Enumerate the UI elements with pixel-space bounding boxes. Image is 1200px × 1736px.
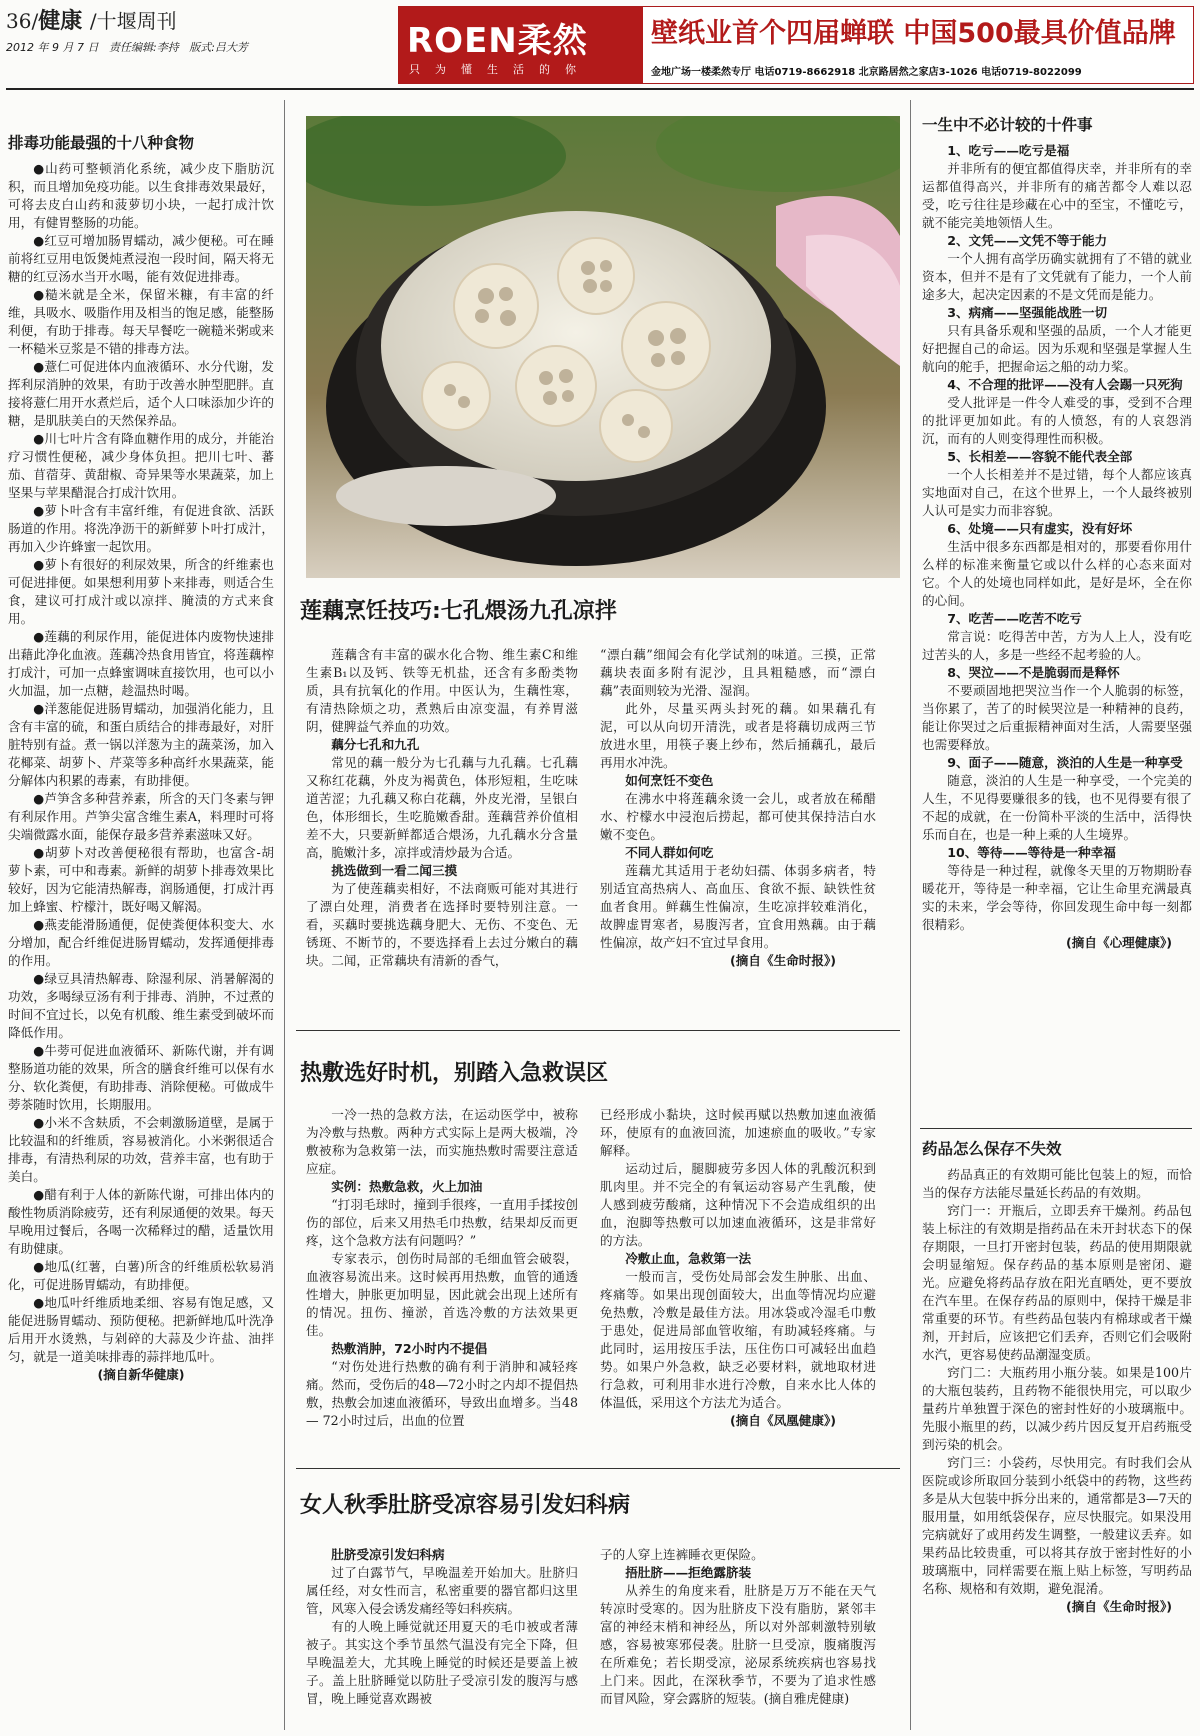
paragraph: ●胡萝卜对改善便秘很有帮助，也富含-胡萝卜素，可中和毒素。新鲜的胡萝卜排毒效果比较好，因为它能清热解毒，润肠通便，打成汁再加上蜂蜜、柠檬汁，既好喝又解渴。	[8, 845, 274, 914]
subheading: 不同人群如何吃	[625, 845, 714, 860]
paragraph: ●醋有利于人体的新陈代谢，可排出体内的酸性物质消除疲劳，还有利尿通便的效果。每天早晚用过餐后，各喝一次稀释过的醋，适量饮用有助健康。	[8, 1187, 274, 1256]
list-item-heading: 6、处境——只有虚实，没有好坏	[947, 521, 1133, 536]
article-body	[922, 1166, 1192, 1598]
paragraph: 窍门二：大瓶药用小瓶分装。如果是100片的大瓶包装药，且药物不能很快用完，可以取少量药片单独置于深色的密封性好的小玻璃瓶中。先服小瓶里的药，以减少药片因反复开启药瓶受到污染的机会。	[922, 1365, 1192, 1452]
paragraph: 此外，尽量买两头封死的藕。如果藕孔有泥，可以从向切开清洗，或者是将藕切成两三节放进水里，用筷子裹上纱布，然后捅藕孔，最后再用水冲洗。	[600, 701, 876, 770]
subheading: 肚脐受凉引发妇科病	[331, 1547, 445, 1562]
subheading: 实例：热敷急救，火上加油	[331, 1179, 483, 1194]
paragraph: 过了白露节气，早晚温差开始加大。肚脐归属任经，对女性而言，私密重要的器官都归这里管，风寒入侵会诱发痛经等妇科疾病。	[306, 1565, 578, 1616]
hotcold-body-col-1	[306, 1106, 578, 1430]
paragraph: 药品真正的有效期可能比包装上的短，而恰当的保存方法能尽量延长药品的有效期。	[922, 1167, 1192, 1200]
article-source: (摘自《生命时报》)	[730, 953, 836, 968]
article-divider	[296, 1030, 900, 1031]
layout-credit: 版式:吕大芳	[189, 41, 248, 54]
list-item-heading: 10、等待——等待是一种幸福	[947, 845, 1116, 860]
paragraph: 一般而言，受伤处局部会发生肿胀、出血、疼痛等。如果出现创面较大，出血等情况均应避免热敷，冷敷是最佳方法。用冰袋或冷湿毛巾敷于患处，促进局部血管收缩，有助减轻疼痛。与此同时，运用按压手法，压住伤口可减轻出血趋势。如果户外急救，缺乏必要材料，就地取材进行急救，可利用非水进行冷敷，自来水比人体的体温低，采用这个方法尤为适合。	[600, 1269, 876, 1410]
subheading: 捂肚脐——拒绝露脐装	[625, 1565, 752, 1580]
paragraph: ●地瓜(红薯，白薯)所含的纤维质松软易消化，可促进肠胃蠕动，有助排便。	[8, 1259, 274, 1292]
ad-headline: 壁纸业首个四届蝉联 中国500最具价值品牌	[651, 18, 1176, 49]
ad-logo: ROEN柔然	[407, 21, 588, 61]
list-item-heading: 8、哭泣——不是脆弱而是释怀	[947, 665, 1120, 680]
paragraph: 莲藕尤其适用于老幼妇孺、体弱多病者，特别适宜高热病人、高血压、食欲不振、缺铁性贫血者食用。鲜藕生性偏凉，生吃凉拌较难消化，故脾虚胃寒者，易腹泻者，宜食用熟藕。由于藕性偏凉，故产妇不宜过早食用。	[600, 863, 876, 950]
column-divider	[910, 100, 911, 1730]
paragraph: 有的人晚上睡觉就还用夏天的毛巾被或者薄被子。其实这个季节虽然气温没有完全下降，但早晚温差大，尤其晚上睡觉的时候还是要盖上被子。盖上肚脐睡觉以防肚子受凉引发的腹泻与感冒，晚上睡觉喜欢踢被	[306, 1619, 578, 1706]
header-rule	[6, 88, 1194, 90]
subheading: 藕分七孔和九孔	[331, 737, 420, 752]
article-body	[306, 1106, 578, 1430]
list-item-heading: 5、长相差——容貌不能代表全部	[947, 449, 1133, 464]
list-item-heading: 1、吃亏——吃亏是福	[947, 143, 1070, 158]
paragraph: 莲藕含有丰富的碳水化合物、维生素C和维生素B₁以及钙、铁等无机盐，还含有多酚类物质，具有抗氧化的作用。中医认为，生藕性寒，有清热除烦之功，煮熟后由凉变温，有养胃滋阴，健脾益气养血的功效。	[306, 647, 578, 734]
paragraph: ●芦笋含多种营养素，所含的天门冬素与钾有利尿作用。芦笋尖富含维生素A，料理时可将尖端微露水面，能保存最多营养素滋味又好。	[8, 791, 274, 842]
article-title: 一生中不必计较的十件事	[922, 116, 1093, 134]
subheading: 冷敷止血，急救第一法	[625, 1251, 752, 1266]
list-item-text: 一个人长相差并不是过错，每个人都应该真实地面对自己，在这个世界上，一个人最终被别人认可是实力而非容貌。	[922, 467, 1192, 518]
article-body	[600, 1546, 876, 1708]
list-item-text: 只有具备乐观和坚强的品质，一个人才能更好把握自己的命运。因为乐观和坚强是掌握人生航向的舵手，把握命运之船的动力桨。	[922, 323, 1192, 374]
banner-ad[interactable]	[398, 6, 1194, 84]
article-divider	[920, 1128, 1192, 1129]
ad-brand-block	[399, 7, 643, 83]
lotus-body-col-2	[600, 646, 876, 970]
paragraph: 运动过后，腿脚疲劳多因人体的乳酸沉积到肌肉里。并不完全的有氧运动容易产生乳酸，使人感到疲劳酸痛，这种情况下不会造成组织的出血，泡脚等热敷可以加速血液循环，这是非常好的方法。	[600, 1161, 876, 1248]
list-item-text: 一个人拥有高学历确实就拥有了不错的就业资本，但并不是有了文凭就有了能力，一个人前途多大，起决定因素的不是文凭而是能力。	[922, 251, 1192, 302]
ad-address: 金地广场一楼柔然专厅 电话0719-8662918 北京路居然之家店3-1026 电话0719-8022099	[651, 67, 1082, 78]
article-title-navel: 女人秋季肚脐受凉容易引发妇科病	[300, 1493, 631, 1518]
article-source: (摘自新华健康)	[97, 1367, 185, 1382]
list-item-text: 随意，淡泊的人生是一种享受，一个完美的人生，不见得要赚很多的钱，也不见得要有很了不起的成就，在一份简朴平淡的生活中，活得快乐而自在，也是一种上乘的人生境界。	[922, 773, 1192, 842]
ad-slogan: 只为懂生活的你	[409, 63, 591, 76]
article-source: (摘自《心理健康》)	[1066, 935, 1172, 950]
paragraph: 已经形成小黏块，这时候再赋以热敷加速血液循环，使原有的血液回流，加速瘀血的吸收。”专家解释。	[600, 1107, 876, 1158]
paragraph: ●山药可整顿消化系统，减少皮下脂肪沉积，而且增加免疫功能。以生食排毒效果最好，可将去皮白山药和菠萝切小块，一起打成汁饮用，有健胃整肠的功能。	[8, 161, 274, 230]
article-title: 药品怎么保存不失效	[922, 1140, 1062, 1158]
list-item-heading: 4、不合理的批评——没有人会踢一只死狗	[947, 377, 1183, 392]
paragraph: “漂白藕”细闻会有化学试剂的味道。三摸，正常藕块表面多附有泥沙，且具粗糙感，而“漂白藕”表面则较为光滑、湿润。	[600, 647, 876, 698]
list-item-text: 受人批评是一件令人难受的事，受到不合理的批评更加如此。有的人愤怒，有的人哀怨消沉，而有的人则变得理性而积极。	[922, 395, 1192, 446]
subheading: 挑选做到一看二闻三摸	[331, 863, 458, 878]
subheading: 热敷消肿，72小时内不提倡	[331, 1341, 488, 1356]
section-name: 健康	[38, 8, 83, 34]
subheading: 如何烹饪不变色	[625, 773, 714, 788]
paragraph: ●绿豆具清热解毒、除湿利尿、消暑解渴的功效，多喝绿豆汤有利于排毒、消肿，不过煮的时间不宜过长，以免有机酸、维生素受到破坏而降低作用。	[8, 971, 274, 1040]
article-body	[600, 646, 876, 952]
paragraph: 在沸水中将莲藕氽烫一会儿，或者放在稀醋水、柠檬水中浸泡后捞起，都可使其保持洁白水嫩不变色。	[600, 791, 876, 842]
issue-meta	[6, 39, 248, 55]
paragraph: 常见的藕一般分为七孔藕与九孔藕。七孔藕又称红花藕，外皮为褐黄色，体形短粗，生吃味道苦涩；九孔藕又称白花藕，外皮光滑，呈银白色，体形细长，生吃脆嫩香甜。莲藕营养价值相差不大，只要新鲜都适合煨汤，九孔藕水分含量高，脆嫩汁多，凉拌或清炒最为合适。	[306, 755, 578, 860]
paragraph: ●红豆可增加肠胃蠕动，减少便秘。可在睡前将红豆用电饭煲炖煮浸泡一段时间，隔天将无糖的红豆汤水当开水喝，能有效促进排毒。	[8, 233, 274, 284]
paragraph: 窍门一：开瓶后，立即丢弃干燥剂。药品包装上标注的有效期是指药品在未开封状态下的保存期限，一旦打开密封包装，药品的使用期限就会明显缩短。保存药品的基本原则是密闭、避光。应避免将药品存放在阳光直晒处，更不要放在汽车里。在保存药品的原则中，保持干燥是非常重要的环节。有些药品包装内有棉球或者干燥剂，开封后，应该把它们丢弃，否则它们会吸附水汽，更容易使药品潮湿变质。	[922, 1203, 1192, 1362]
paragraph: ●燕麦能滑肠通便，促使粪便体积变大、水分增加，配合纤维促进肠胃蠕动，发挥通便排毒的作用。	[8, 917, 274, 968]
article-body	[306, 1546, 578, 1708]
article-title: 排毒功能最强的十八种食物	[8, 134, 195, 152]
paragraph: 从养生的角度来看，肚脐是万万不能在天气转凉时受寒的。因为肚脐皮下没有脂肪，紧邻丰富的神经末梢和神经丛，所以对外部刺激特别敏感，容易被寒邪侵袭。肚脐一旦受凉，腹痛腹泻在所难免；若长期受凉，泌尿系统疾病也容易找上门来。因此，在深秋季节，不要为了追求性感而冒风险，穿会露脐的短装。(摘自雅虎健康)	[600, 1583, 876, 1706]
lotus-soup-illustration	[306, 116, 900, 578]
paragraph: 为了使莲藕卖相好，不法商贩可能对其进行了漂白处理，消费者在选择时要特别注意。一看，买藕时要挑选藕身肥大、无伤、不变色、无锈斑、不断节的，不要选择看上去过分嫩白的藕块。二闻，正常藕块有清新的香气，	[306, 881, 578, 968]
list-item-text: 常言说：吃得苦中苦，方为人上人，没有吃过苦头的人，多是一些经不起考验的人。	[922, 629, 1192, 662]
article-body	[8, 160, 274, 1366]
list-item-text: 生活中很多东西都是相对的，那要看你用什么样的标准来衡量它或以什么样的心态来面对它。个人的处境也同样如此，是好是坏，全在你的心间。	[922, 539, 1192, 608]
paragraph: 专家表示，创伤时局部的毛细血管会破裂，血液容易流出来。这时候再用热敷，血管的通透性增大，肿胀更加明显，因此就会出现上述所有的情况。扭伤、撞淤，首选冷敷的方法效果更佳。	[306, 1251, 578, 1338]
paragraph: “打羽毛球时，撞到手很疼，一直用手揉按创伤的部位，后来又用热毛巾热敷，结果却反而更疼，这个急救方法有问题吗？”	[306, 1197, 578, 1248]
article-body	[922, 142, 1192, 934]
paragraph: “对伤处进行热敷的确有利于消肿和减轻疼痛。然而，受伤后的48—72小时之内却不提倡热敷，热敷会加速血液循环，导致出血增多。当48— 72小时过后，出血的位置	[306, 1359, 578, 1428]
list-item-heading: 9、面子——随意，淡泊的人生是一种享受	[947, 755, 1183, 770]
article-title-lotus: 莲藕烹饪技巧:七孔煨汤九孔凉拌	[300, 599, 617, 624]
paragraph: 窍门三：小袋药，尽快用完。有时我们会从医院或诊所取回分装到小纸袋中的药物，这些药多是从大包装中拆分出来的，通常都是3—7天的服用量，如用纸袋保存，应尽快服完。如果没用完病就好了或用药发生调整，一般建议丢弃。如果药品比较贵重，可以将其存放于密封性好的小玻璃瓶中，同样需要在瓶上贴上标签，写明药品名称、规格和有效期，避免混淆。	[922, 1455, 1192, 1596]
navel-body-col-1	[306, 1546, 578, 1708]
hotcold-body-col-2	[600, 1106, 876, 1430]
article-title-hotcold: 热敷选好时机，别踏入急救误区	[300, 1061, 609, 1086]
list-item-text: 等待是一种过程，就像冬天里的万物期盼春暖花开，等待是一种幸福，它让生命里充满最真实的未来，学会等待，你回发现生命中每一刻都很精彩。	[922, 863, 1192, 932]
navel-body-col-2	[600, 1546, 876, 1708]
list-item-heading: 3、病痛——坚强能战胜一切	[947, 305, 1108, 320]
paragraph: ●牛蒡可促进血液循环、新陈代谢，并有调整肠道功能的效果，所含的膳食纤维可以保有水分、软化粪便，有助排毒、消除便秘。可做成牛蒡茶随时饮用，长期服用。	[8, 1043, 274, 1112]
article-source: (摘自《生命时报》)	[1066, 1599, 1172, 1614]
list-item-text: 不要顽固地把哭泣当作一个人脆弱的标签，当你累了，苦了的时候哭泣是一种精神的良药，能让你哭过之后重振精神面对生活，人需要坚强也需要释放。	[922, 683, 1192, 752]
paragraph: ●洋葱能促进肠胃蠕动，加强消化能力，且含有丰富的硫，和蛋白质结合的排毒最好，对肝脏特别有益。煮一锅以洋葱为主的蔬菜汤，加入花椰菜、胡萝卜、芹菜等多种高纤水果蔬菜，能分解体内积累的毒素，有助排便。	[8, 701, 274, 788]
lotus-soup-photo	[306, 116, 900, 578]
paragraph: ●小米不含麸质，不会刺激肠道壁，是属于比较温和的纤维质，容易被消化。小米粥很适合排毒，有清热利尿的功效，营养丰富，也有助于美白。	[8, 1115, 274, 1184]
article-divider	[296, 1468, 900, 1469]
list-item-text: 并非所有的便宜都值得庆幸，并非所有的幸运都值得高兴，并非所有的痛苦都令人难以忍受，吃亏往往是珍藏在心中的至宝，不懂吃亏，就不能完美地领悟人生。	[922, 161, 1192, 230]
paragraph: ●川七叶片含有降血糖作用的成分，并能治疗习惯性便秘，减少身体负担。把川七叶、蕃茄、苜蓿芽、黄甜椒、奇异果等水果蔬菜，加上坚果与苹果醋混合打成汁饮用。	[8, 431, 274, 500]
paragraph: ●地瓜叶纤维质地柔细、容易有饱足感，又能促进肠胃蠕动、预防便秘。把新鲜地瓜叶洗净后用开水烫熟，与剁碎的大蒜及少许盐、油拌匀，就是一道美味排毒的蒜拌地瓜叶。	[8, 1295, 274, 1364]
paragraph: ●糙米就是全米，保留米糠，有丰富的纤维，具吸水、吸脂作用及相当的饱足感，能整肠利便，有助于排毒。每天早餐吃一碗糙米粥或来一杯糙米豆浆是不错的排毒方法。	[8, 287, 274, 356]
list-item-heading: 7、吃苦——吃苦不吃亏	[947, 611, 1082, 626]
paragraph: ●薏仁可促进体内血液循环、水分代谢，发挥利尿消肿的效果，有助于改善水肿型肥胖。直接将薏仁用开水煮烂后，适个人口味添加少许的糖，是肌肤美白的天然保养品。	[8, 359, 274, 428]
issue-date: 2012 年 9 月 7 日	[6, 41, 99, 54]
paragraph: 一冷一热的急救方法，在运动医学中，被称为冷敷与热敷。两种方式实际上是两大极端，冷敷被称为急救第一法，而实施热敷时需要注意适应症。	[306, 1107, 578, 1176]
paragraph: ●萝卜有很好的利尿效果，所含的纤维素也可促进排便。如果想利用萝卜来排毒，则适合生食，建议可打成汁或以凉拌、腌渍的方式来食用。	[8, 557, 274, 626]
article-detox-foods	[8, 132, 274, 1384]
lotus-body-col-1	[306, 646, 578, 970]
article-source: (摘自《凤凰健康》)	[730, 1413, 836, 1428]
section-title	[6, 4, 248, 35]
editor-credit: 责任编辑:李持	[108, 41, 179, 54]
paragraph: ●莲藕的利尿作用，能促进体内废物快速排出藉此净化血液。莲藕冷热食用皆宜，将莲藕榨打成汁，可加一点蜂蜜调味直接饮用，也可以小火加温，加一点糖，趁温热时喝。	[8, 629, 274, 698]
list-item-heading: 2、文凭——文凭不等于能力	[947, 233, 1108, 248]
column-divider	[284, 100, 285, 1730]
publication-name: /十堰周刊	[89, 9, 177, 33]
masthead	[6, 4, 248, 55]
article-ten-things	[922, 114, 1192, 952]
article-body	[306, 646, 578, 970]
paragraph: ●萝卜叶含有丰富纤维，有促进食欲、活跃肠道的作用。将洗净沥干的新鲜萝卜叶打成汁，再加入少许蜂蜜一起饮用。	[8, 503, 274, 554]
page-number: 36/	[6, 9, 39, 33]
article-body	[600, 1106, 876, 1412]
paragraph: 子的人穿上连裤睡衣更保险。	[600, 1547, 764, 1562]
article-medicine	[922, 1138, 1192, 1616]
